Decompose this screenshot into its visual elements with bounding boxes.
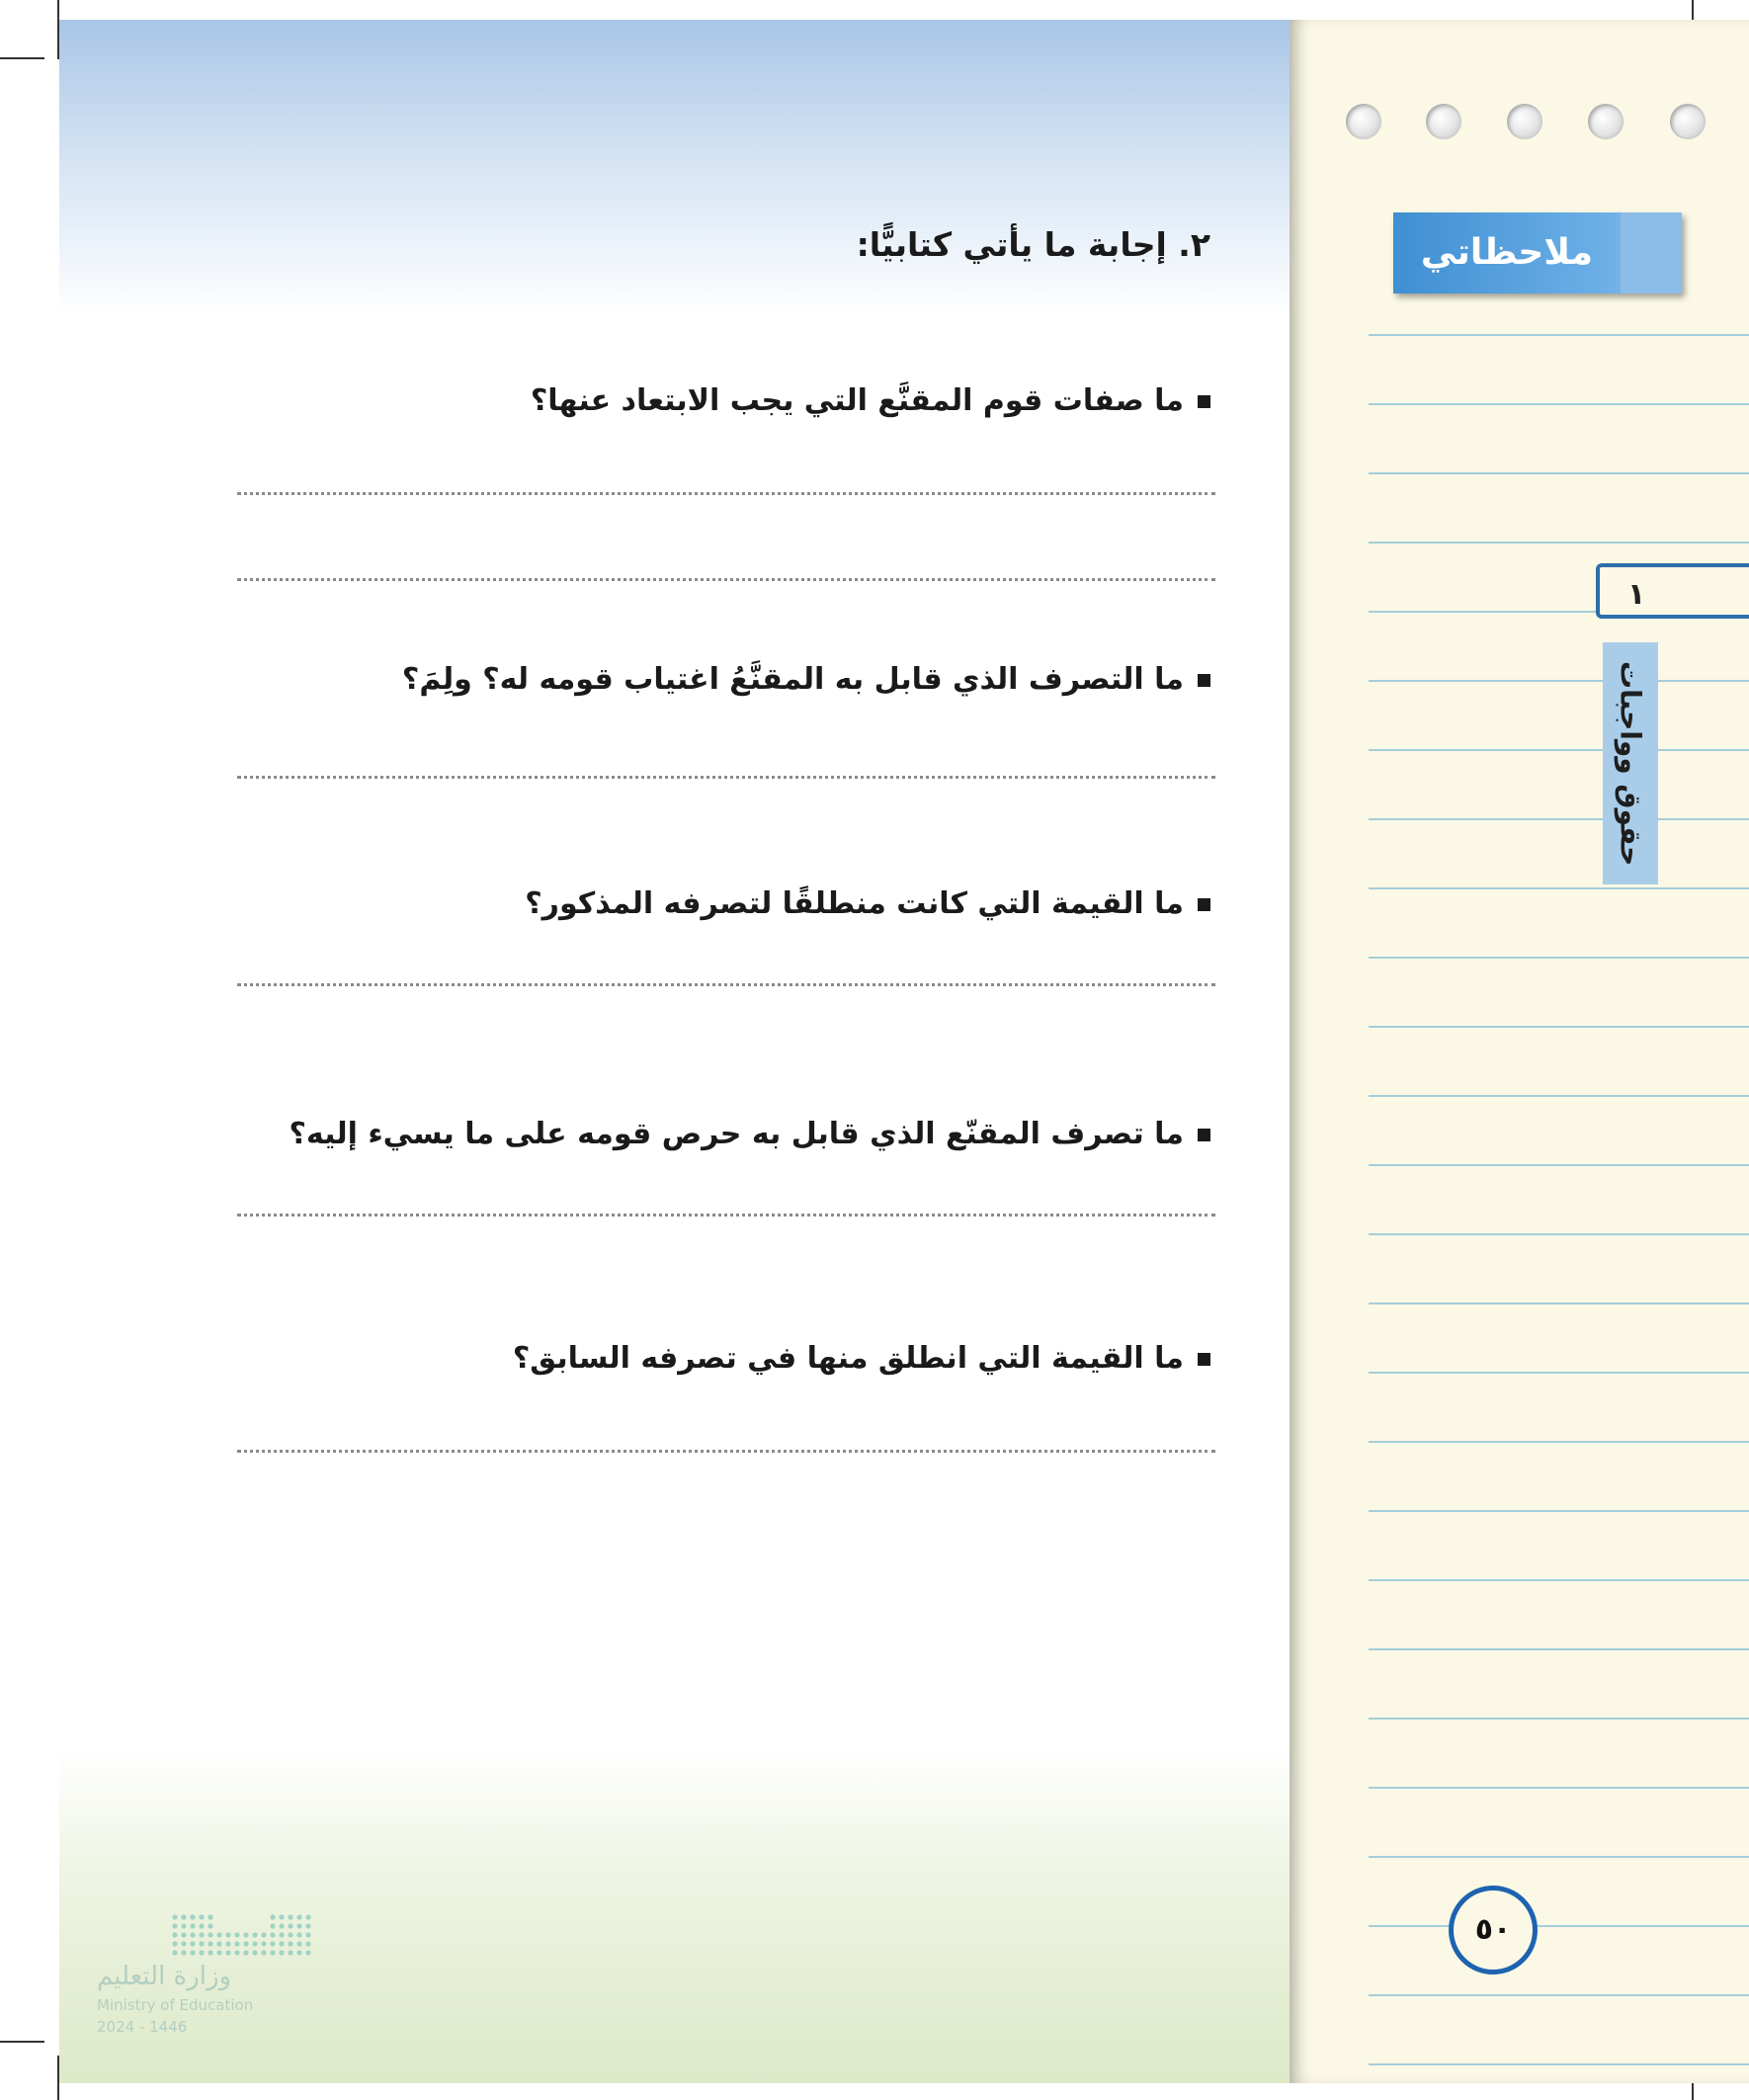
ruled-line xyxy=(1369,1648,1749,1650)
logo-dot xyxy=(279,1941,284,1946)
ruled-line xyxy=(1369,1164,1749,1166)
logo-dot xyxy=(279,1950,284,1955)
logo-dot xyxy=(252,1941,257,1946)
logo-dot xyxy=(181,1932,186,1937)
logo-dot xyxy=(199,1923,204,1928)
logo-dot xyxy=(181,1923,186,1928)
answer-line[interactable] xyxy=(237,492,1215,495)
ruled-line xyxy=(1369,334,1749,336)
logo-dot xyxy=(181,1914,186,1919)
notes-label-text: ملاحظاتي xyxy=(1420,232,1593,273)
binder-hole xyxy=(1346,104,1381,139)
logo-dot xyxy=(288,1941,292,1946)
logo-dot xyxy=(270,1932,275,1937)
binder-hole xyxy=(1507,104,1542,139)
ruled-line xyxy=(1369,1856,1749,1858)
bullet-icon xyxy=(1198,1353,1210,1366)
ruled-line xyxy=(1369,1579,1749,1581)
ministry-name-ar: وزارة التعليم xyxy=(97,1962,232,1991)
question-3 xyxy=(525,886,1210,921)
logo-dot xyxy=(288,1932,292,1937)
logo-dot xyxy=(252,1932,257,1937)
logo-dot xyxy=(288,1950,292,1955)
logo-dot xyxy=(270,1950,275,1955)
ruled-line xyxy=(1369,1026,1749,1028)
logo-dot xyxy=(296,1941,301,1946)
binder-hole xyxy=(1588,104,1624,139)
answer-line[interactable] xyxy=(237,1450,1215,1453)
logo-dot xyxy=(208,1914,212,1919)
question-text: ما تصرف المقنّع الذي قابل به حرص قومه على ما يسيء إليه؟ xyxy=(289,1117,1184,1151)
notes-label xyxy=(1393,212,1682,294)
ruled-line xyxy=(1369,1718,1749,1720)
crop-mark xyxy=(0,2041,44,2043)
logo-dot xyxy=(270,1914,275,1919)
logo-dot xyxy=(225,1950,230,1955)
logo-dot xyxy=(199,1950,204,1955)
worksheet-panel xyxy=(59,20,1290,2083)
logo-dot xyxy=(305,1923,310,1928)
logo-dot xyxy=(172,1914,177,1919)
logo-dot xyxy=(199,1914,204,1919)
ruled-line xyxy=(1369,1095,1749,1097)
logo-dot xyxy=(261,1932,266,1937)
page-number: ٥٠ xyxy=(1449,1886,1538,1974)
logo-dot xyxy=(270,1941,275,1946)
ministry-name-en: Ministry of Education xyxy=(97,1996,254,2014)
logo-dot xyxy=(243,1941,248,1946)
logo-dot xyxy=(216,1932,221,1937)
bullet-icon xyxy=(1198,674,1210,687)
logo-dot xyxy=(225,1941,230,1946)
logo-dot xyxy=(305,1950,310,1955)
unit-number-badge: ١ xyxy=(1596,563,1749,619)
logo-dot xyxy=(243,1932,248,1937)
logo-dot xyxy=(305,1932,310,1937)
logo-dot xyxy=(288,1923,292,1928)
logo-dot xyxy=(190,1923,195,1928)
logo-dot xyxy=(234,1932,239,1937)
ruled-line xyxy=(1369,403,1749,405)
logo-dot xyxy=(216,1950,221,1955)
logo-dot xyxy=(208,1932,212,1937)
unit-title: حقوق وواجبات xyxy=(1614,660,1647,867)
logo-dot xyxy=(279,1923,284,1928)
logo-dot xyxy=(234,1941,239,1946)
logo-dot xyxy=(305,1941,310,1946)
logo-dot xyxy=(225,1932,230,1937)
ruled-line xyxy=(1369,887,1749,889)
ministry-year: 2024 - 1446 xyxy=(97,2018,188,2036)
bullet-icon xyxy=(1198,395,1210,408)
logo-dot xyxy=(279,1932,284,1937)
logo-dot xyxy=(181,1941,186,1946)
ruled-line xyxy=(1369,1372,1749,1374)
ruled-line xyxy=(1369,818,1749,820)
logo-dot xyxy=(261,1941,266,1946)
logo-dot xyxy=(199,1941,204,1946)
ruled-line xyxy=(1369,1441,1749,1443)
ruled-line xyxy=(1369,680,1749,682)
crop-mark xyxy=(0,57,44,59)
logo-dot xyxy=(172,1941,177,1946)
logo-dot xyxy=(216,1941,221,1946)
logo-dot xyxy=(172,1932,177,1937)
bullet-icon xyxy=(1198,1129,1210,1141)
answer-line[interactable] xyxy=(237,1214,1215,1217)
question-5 xyxy=(513,1341,1210,1376)
logo-dot xyxy=(296,1923,301,1928)
ruled-line xyxy=(1369,1925,1749,1927)
ruled-line xyxy=(1369,749,1749,751)
logo-dot xyxy=(288,1914,292,1919)
ruled-line xyxy=(1369,1787,1749,1789)
logo-dot xyxy=(296,1932,301,1937)
unit-title-tab xyxy=(1603,642,1658,884)
logo-dot xyxy=(261,1950,266,1955)
logo-dot xyxy=(199,1932,204,1937)
logo-dot xyxy=(190,1932,195,1937)
notes-panel xyxy=(1290,20,1749,2083)
logo-dot xyxy=(305,1914,310,1919)
logo-dot xyxy=(296,1950,301,1955)
bullet-icon xyxy=(1198,898,1210,911)
logo-dot xyxy=(252,1950,257,1955)
logo-dot xyxy=(270,1923,275,1928)
ruled-line xyxy=(1369,1510,1749,1512)
logo-dot xyxy=(208,1923,212,1928)
ruled-line xyxy=(1369,1233,1749,1235)
binder-hole xyxy=(1670,104,1706,139)
binder-hole xyxy=(1426,104,1461,139)
question-text: ما صفات قوم المقنَّع التي يجب الابتعاد عنها؟ xyxy=(530,383,1184,418)
logo-dot xyxy=(172,1923,177,1928)
question-text: ما القيمة التي انطلق منها في تصرفه السابق؟ xyxy=(512,1341,1184,1376)
logo-dot xyxy=(208,1950,212,1955)
question-4 xyxy=(290,1117,1211,1151)
ruled-line xyxy=(1369,1302,1749,1304)
answer-line[interactable] xyxy=(237,983,1215,986)
question-2 xyxy=(402,662,1210,697)
ruled-line xyxy=(1369,957,1749,959)
logo-dot xyxy=(181,1950,186,1955)
logo-dot xyxy=(296,1914,301,1919)
logo-dot xyxy=(243,1950,248,1955)
section-heading: ٢. إجابة ما يأتي كتابيًّا: xyxy=(856,225,1210,264)
logo-dot xyxy=(190,1950,195,1955)
logo-dot xyxy=(279,1914,284,1919)
answer-line[interactable] xyxy=(237,578,1215,581)
logo-dot xyxy=(172,1950,177,1955)
logo-dot xyxy=(234,1950,239,1955)
question-1 xyxy=(531,383,1210,418)
answer-line[interactable] xyxy=(237,776,1215,779)
logo-dot xyxy=(208,1941,212,1946)
notes-label-stripe xyxy=(1621,212,1682,294)
logo-dot xyxy=(190,1941,195,1946)
ruled-line xyxy=(1369,472,1749,474)
question-text: ما التصرف الذي قابل به المقنَّعُ اغتياب قومه له؟ ولِمَ؟ xyxy=(401,662,1184,697)
ruled-line xyxy=(1369,1994,1749,1996)
question-text: ما القيمة التي كانت منطلقًا لتصرفه المذكور؟ xyxy=(525,886,1184,921)
logo-dot xyxy=(190,1914,195,1919)
ruled-line xyxy=(1369,542,1749,544)
ruled-line xyxy=(1369,2063,1749,2065)
